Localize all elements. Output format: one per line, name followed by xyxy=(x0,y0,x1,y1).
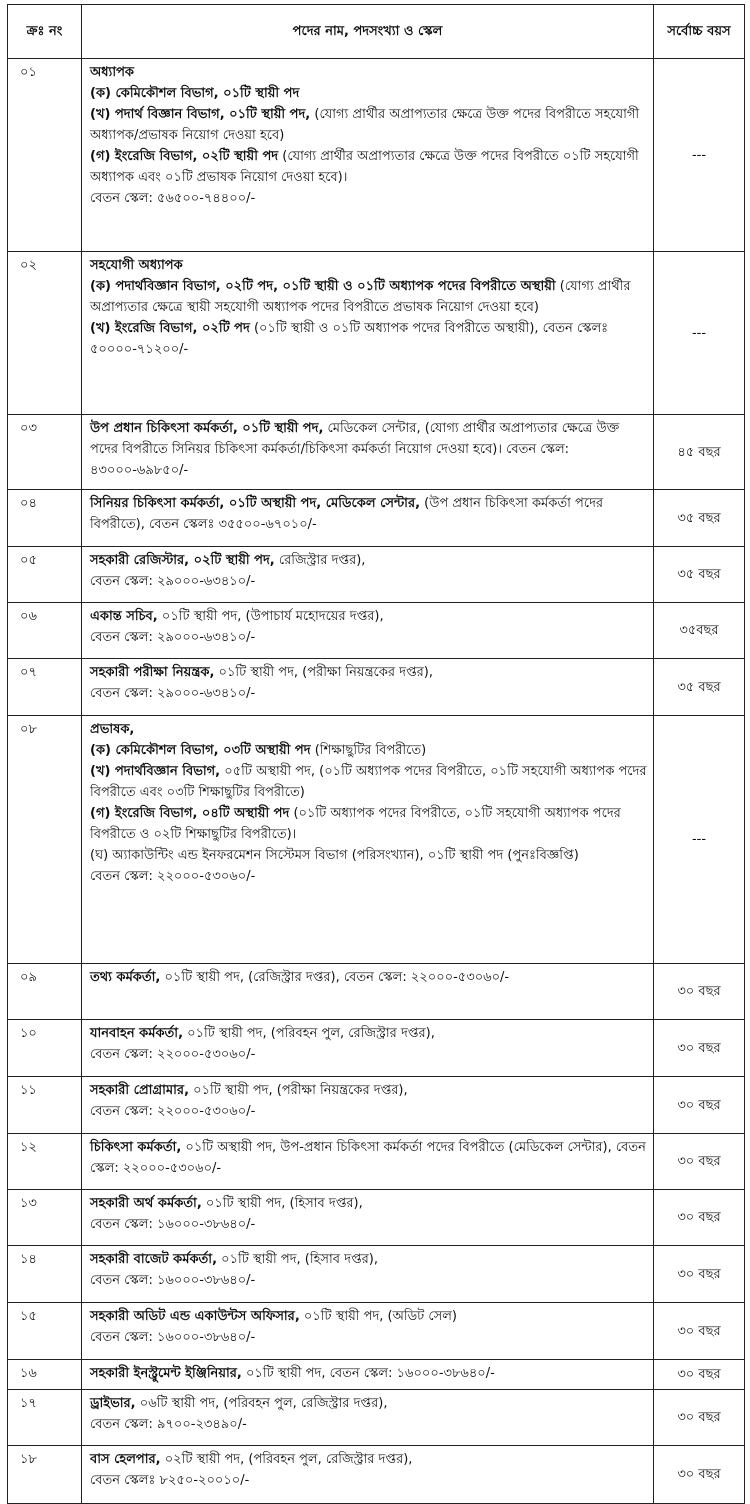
max-age-cell: ৪৫ বছর xyxy=(654,415,745,490)
serial-cell: ১০ xyxy=(8,1020,82,1077)
post-cell xyxy=(82,1360,654,1390)
post-cell xyxy=(82,1134,654,1190)
post-title: অধ্যাপক xyxy=(90,65,135,80)
serial-cell: ০৬ xyxy=(8,603,82,659)
post-detail xyxy=(90,803,647,845)
table-row xyxy=(8,1020,745,1077)
post-detail xyxy=(90,550,647,571)
max-age-cell: ৩০ বছর xyxy=(654,1303,745,1360)
post-detail xyxy=(90,418,647,481)
post-cell xyxy=(82,1077,654,1134)
post-cell xyxy=(82,252,654,415)
serial-cell: ০৫ xyxy=(8,547,82,603)
post-cell xyxy=(82,1190,654,1246)
pay-scale: বেতন স্কেল: ২২০০০-৫৩০৬০/- xyxy=(90,1104,256,1119)
table-row xyxy=(8,547,745,603)
serial-cell: ০৩ xyxy=(8,415,82,490)
serial-cell: ১২ xyxy=(8,1134,82,1190)
post-detail xyxy=(90,740,647,761)
table-row xyxy=(8,252,745,415)
serial-cell: ১৭ xyxy=(8,1390,82,1446)
post-detail xyxy=(90,276,647,318)
post-cell xyxy=(82,415,654,490)
post-detail-text: (শিক্ষাছুটির বিপরীতে) xyxy=(310,743,427,758)
post-detail xyxy=(90,493,647,535)
post-detail-text: ০১টি স্থায়ী পদ, (পরীক্ষা নিয়ন্ত্রকের দপ্তর), xyxy=(189,1083,408,1098)
post-detail-bold: সহকারী বাজেট কর্মকর্তা, xyxy=(90,1252,218,1267)
post-detail-bold: যানবাহন কর্মকর্তা, xyxy=(90,1026,184,1041)
table-row xyxy=(8,1303,745,1360)
max-age-cell: ৩০ বছর xyxy=(654,1446,745,1504)
table-header-row xyxy=(8,5,745,59)
post-detail-bold: তথ্য কর্মকর্তা, xyxy=(90,970,161,985)
max-age-cell: ৩০ বছর xyxy=(654,1360,745,1390)
job-posts-table xyxy=(7,4,745,1504)
post-detail-text: মেডিকেল সেন্টার, (যোগ্য প্রার্থীর অপ্রাপ্যতার ক্ষেত্রে উক্ত পদের বিপরীতে সিনিয়র চিকিৎসা কর্মকর্তা/চিকিৎসা কর্মকর্তা নিয়োগ দেওয়া হবে)। বেতন স্কেল: ৪৩০০০-৬৯৮৫০/- xyxy=(90,421,620,478)
post-detail-bold: সহকারী পরীক্ষা নিয়ন্ত্রক, xyxy=(90,665,215,680)
post-detail xyxy=(90,606,647,627)
post-detail-text: ০১টি স্থায়ী পদ, (রেজিস্ট্রার দপ্তর), বেতন স্কেল: ২২০০০-৫৩০৬০/- xyxy=(160,970,510,985)
post-detail xyxy=(90,1193,647,1214)
max-age-cell: ৩০ বছর xyxy=(654,1077,745,1134)
post-cell xyxy=(82,490,654,547)
table-row xyxy=(8,59,745,252)
post-detail xyxy=(90,845,647,866)
post-detail-bold: (খ) ইংরেজি বিভাগ, ০২টি পদ xyxy=(90,321,250,336)
post-cell xyxy=(82,1246,654,1303)
table-row xyxy=(8,603,745,659)
max-age-cell: ৩৫ বছর xyxy=(654,547,745,603)
post-detail-bold: (ক) পদার্থবিজ্ঞান বিভাগ, ০২টি পদ, ০১টি স্থায়ী ও ০১টি অধ্যাপক পদের বিপরীতে অস্থায়ী xyxy=(90,279,556,294)
post-detail-bold: একান্ত সচিব, xyxy=(90,609,158,624)
post-detail xyxy=(90,662,647,683)
post-detail-bold: ড্রাইভার, xyxy=(90,1396,136,1411)
post-detail-text: ০১টি স্থায়ী পদ, (অডিট সেল) xyxy=(299,1309,457,1324)
table-row xyxy=(8,659,745,716)
post-detail-bold: সিনিয়র চিকিৎসা কর্মকর্তা, ০১টি অস্থায়ী পদ, মেডিকেল সেন্টার, xyxy=(90,496,421,511)
header-age: সর্বোচ্চ বয়স xyxy=(654,5,745,59)
post-cell xyxy=(82,659,654,716)
post-detail-bold: চিকিৎসা কর্মকর্তা, xyxy=(90,1140,182,1155)
max-age-cell: ৩০ বছর xyxy=(654,1190,745,1246)
pay-scale: বেতন স্কেল: ২২০০০-৫৩০৬০/- xyxy=(90,869,256,884)
max-age-cell: ৩০ বছর xyxy=(654,1134,745,1190)
table-row xyxy=(8,490,745,547)
pay-scale: বেতন স্কেলঃ ৮২৫০-২০০১০/- xyxy=(90,1473,250,1488)
post-cell xyxy=(82,716,654,964)
table-row xyxy=(8,964,745,1020)
post-detail xyxy=(90,1363,647,1384)
serial-cell: ০২ xyxy=(8,252,82,415)
max-age-cell: ৩০ বছর xyxy=(654,964,745,1020)
serial-cell: ০১ xyxy=(8,59,82,252)
pay-scale: বেতন স্কেল: ২৯০০০-৬৩৪১০/- xyxy=(90,686,256,701)
post-detail-bold: (ক) কেমিকৌশল বিভাগ, ০৩টি অস্থায়ী পদ xyxy=(90,743,311,758)
post-detail-bold: (খ) পদার্থ বিজ্ঞান বিভাগ, ০১টি স্থায়ী পদ, xyxy=(90,107,311,122)
post-detail-bold: সহকারী প্রোগ্রামার, xyxy=(90,1083,190,1098)
post-detail-text: ০২টি স্থায়ী পদ, (পরিবহন পুল, রেজিস্ট্রার দপ্তর), xyxy=(160,1452,413,1467)
post-cell xyxy=(82,59,654,252)
table-row xyxy=(8,716,745,964)
max-age-cell: ৩০ বছর xyxy=(654,1390,745,1446)
table-row xyxy=(8,1246,745,1303)
post-cell xyxy=(82,1303,654,1360)
post-detail-text: ০১টি স্থায়ী পদ, বেতন স্কেল: ১৬০০০-৩৮৬৪০/- xyxy=(241,1366,495,1381)
post-detail-text: ০১টি স্থায়ী পদ, (পরীক্ষা নিয়ন্ত্রকের দপ্তর), xyxy=(214,665,433,680)
max-age-cell: ৩০ বছর xyxy=(654,1246,745,1303)
post-title: প্রভাষক, xyxy=(90,722,135,737)
post-detail-text: ০১টি স্থায়ী পদ, (পরিবহন পুল, রেজিস্ট্রার দপ্তর), xyxy=(183,1026,435,1041)
header-post: পদের নাম, পদসংখ্যা ও স্কেল xyxy=(82,5,654,59)
post-detail-bold: সহকারী ইনস্ট্রুমেন্ট ইঞ্জিনিয়ার, xyxy=(90,1366,242,1381)
post-detail xyxy=(90,83,647,104)
pay-scale: বেতন স্কেল: ২২০০০-৫৩০৬০/- xyxy=(90,1047,256,1062)
post-detail-text: ০১টি স্থায়ী পদ, (হিসাব দপ্তর), xyxy=(201,1196,363,1211)
pay-scale: বেতন স্কেল: ২৯০০০-৬৩৪১০/- xyxy=(90,630,256,645)
post-detail-bold: উপ প্রধান চিকিৎসা কর্মকর্তা, ০১টি স্থায়ী পদ, xyxy=(90,421,324,436)
serial-cell: ০৭ xyxy=(8,659,82,716)
post-detail xyxy=(90,1080,647,1101)
post-detail-bold: (খ) পদার্থবিজ্ঞান বিভাগ, xyxy=(90,764,221,779)
post-detail-text: (ঘ) অ্যাকাউন্টিং এন্ড ইনফরমেশন সিস্টেমস বিভাগ (পরিসংখ্যান), ০১টি স্থায়ী পদ (পুনঃবিজ্ঞপ্তি) xyxy=(90,848,579,863)
post-detail-bold: (ক) কেমিকৌশল বিভাগ, ০১টি স্থায়ী পদ xyxy=(90,86,300,101)
post-title: সহযোগী অধ্যাপক xyxy=(90,258,183,273)
post-detail xyxy=(90,1137,647,1179)
pay-scale: বেতন স্কেল: ১৬০০০-৩৮৬৪০/- xyxy=(90,1273,256,1288)
post-detail-text: ০১টি স্থায়ী পদ, (উপাচার্য মহোদয়ের দপ্তর), xyxy=(157,609,384,624)
post-detail xyxy=(90,761,647,803)
post-cell xyxy=(82,964,654,1020)
post-cell xyxy=(82,1390,654,1446)
post-detail-text: ০১টি স্থায়ী পদ, (হিসাব দপ্তর), xyxy=(217,1252,379,1267)
post-detail-text: ০১টি অস্থায়ী পদ, উপ-প্রধান চিকিৎসা কর্মকর্তা পদের বিপরীতে (মেডিকেল সেন্টার), বেতন স্কেল: ২২০০০-৫৩০৬০/- xyxy=(90,1140,646,1176)
serial-cell: ০৪ xyxy=(8,490,82,547)
post-detail-bold: বাস হেলপার, xyxy=(90,1452,161,1467)
table-row xyxy=(8,415,745,490)
post-detail xyxy=(90,318,647,360)
post-detail-text: ০৬টি স্থায়ী পদ, (পরিবহন পুল, রেজিস্ট্রার দপ্তর), xyxy=(135,1396,388,1411)
table-row xyxy=(8,1390,745,1446)
post-cell xyxy=(82,1446,654,1504)
post-detail-text: (যোগ্য প্রার্থীর অপ্রাপ্যতার ক্ষেত্রে উক্ত পদের বিপরীতে সহযোগী অধ্যাপক/প্রভাষক নিয়োগ দেওয়া হবে) xyxy=(90,107,640,143)
post-detail xyxy=(90,1249,647,1270)
post-cell xyxy=(82,1020,654,1077)
pay-scale: বেতন স্কেল: ৯৭০০-২৩৪৯০/- xyxy=(90,1417,247,1432)
max-age-cell: ৩৫ বছর xyxy=(654,659,745,716)
max-age-cell: ৩৫বছর xyxy=(654,603,745,659)
table-row xyxy=(8,1134,745,1190)
post-detail-text: (যোগ্য প্রার্থীর অপ্রাপ্যতার ক্ষেত্রে উক্ত পদের বিপরীতে ০১টি সহযোগী অধ্যাপক এবং ০১টি প্রভাষক নিয়োগ দেওয়া হবে)। xyxy=(90,149,639,185)
post-detail-text: (উপ প্রধান চিকিৎসা কর্মকর্তা পদের বিপরীতে), বেতন স্কেলঃ ৩৫৫০০-৬৭০১০/- xyxy=(90,496,604,532)
post-detail xyxy=(90,146,647,188)
post-detail xyxy=(90,1449,647,1470)
max-age-cell: --- xyxy=(654,716,745,964)
post-detail xyxy=(90,1023,647,1044)
max-age-cell: --- xyxy=(654,59,745,252)
table-body xyxy=(8,59,745,1504)
post-detail-text: (০১টি স্থায়ী ও ০১টি অধ্যাপক পদের বিপরীতে অস্থায়ী), বেতন স্কেলঃ ৫০০০০-৭১২০০/- xyxy=(90,321,609,357)
post-detail xyxy=(90,967,647,988)
header-serial: ক্রঃ নং xyxy=(8,5,82,59)
pay-scale: বেতন স্কেল: ১৬০০০-৩৮৬৪০/- xyxy=(90,1217,256,1232)
pay-scale: বেতন স্কেল: ৫৬৫০০-৭৪৪০০/- xyxy=(90,191,256,206)
post-detail-bold: সহকারী রেজিস্টার, ০২টি স্থায়ী পদ, xyxy=(90,553,275,568)
serial-cell: ১৪ xyxy=(8,1246,82,1303)
post-detail xyxy=(90,1393,647,1414)
post-detail-text: রেজিস্ট্রার দপ্তর), xyxy=(274,553,366,568)
max-age-cell: ৩৫ বছর xyxy=(654,490,745,547)
table-row xyxy=(8,1190,745,1246)
table-row xyxy=(8,1360,745,1390)
table-row xyxy=(8,1077,745,1134)
pay-scale: বেতন স্কেল: ২৯০০০-৬৩৪১০/- xyxy=(90,574,256,589)
post-detail-bold: (গ) ইংরেজি বিভাগ, ০৪টি অস্থায়ী পদ xyxy=(90,806,290,821)
max-age-cell: ৩০ বছর xyxy=(654,1020,745,1077)
serial-cell: ১১ xyxy=(8,1077,82,1134)
serial-cell: ০৯ xyxy=(8,964,82,1020)
post-detail-bold: (গ) ইংরেজি বিভাগ, ০২টি স্থায়ী পদ xyxy=(90,149,279,164)
serial-cell: ১৮ xyxy=(8,1446,82,1504)
post-detail xyxy=(90,104,647,146)
post-detail-text: (০১টি অধ্যাপক পদের বিপরীতে, ০১টি সহযোগী অধ্যাপক পদের বিপরীতে ও ০২টি শিক্ষাছুটির বিপরীতে)। xyxy=(90,806,621,842)
post-detail xyxy=(90,1306,647,1327)
max-age-cell: --- xyxy=(654,252,745,415)
pay-scale: বেতন স্কেল: ১৬০০০-৩৮৬৪০/- xyxy=(90,1330,256,1345)
serial-cell: ১৬ xyxy=(8,1360,82,1390)
post-detail-bold: সহকারী অর্থ কর্মকর্তা, xyxy=(90,1196,202,1211)
serial-cell: ১৩ xyxy=(8,1190,82,1246)
post-detail-text: (যোগ্য প্রার্থীর অপ্রাপ্যতার ক্ষেত্রে স্থায়ী সহযোগী অধ্যাপক পদের বিপরীতে প্রভাষক নিয়োগ দেওয়া হবে) xyxy=(90,279,631,315)
post-cell xyxy=(82,547,654,603)
post-detail-bold: সহকারী অডিট এন্ড একাউন্টস অফিসার, xyxy=(90,1309,300,1324)
post-cell xyxy=(82,603,654,659)
serial-cell: ০৮ xyxy=(8,716,82,964)
table-row xyxy=(8,1446,745,1504)
serial-cell: ১৫ xyxy=(8,1303,82,1360)
post-detail-text: ০৫টি অস্থায়ী পদ, (০১টি অধ্যাপক পদের বিপরীতে, ০১টি সহযোগী অধ্যাপক পদের বিপরীতে এবং ০৩টি শিক্ষাছুটির বিপরীতে) xyxy=(90,764,647,800)
